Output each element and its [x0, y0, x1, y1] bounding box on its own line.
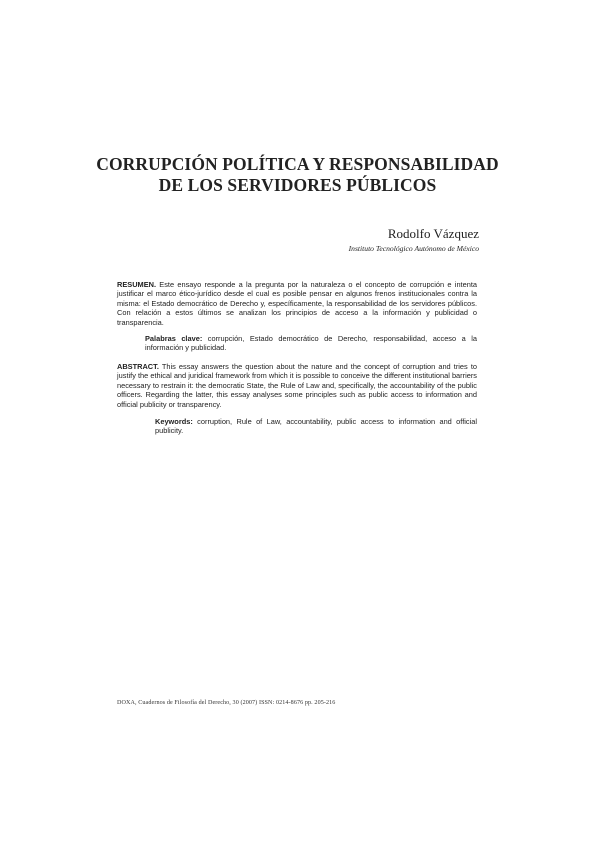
resumen-text: Este ensayo responde a la pregunta por la naturaleza o el concepto de corrupción e intenta justificar el marco ético-jurídico desde el cual es posible pensar en algunos frenos institucionales contra la misma: el Estado democrático de Derecho y, específicamente, la responsabilidad de los servidores públicos. Con relación a estos últimos se analizan los principios de acceso a la información y publicidad o transparencia. [117, 280, 477, 327]
keywords-paragraph [155, 417, 477, 436]
palabras-clave-label: Palabras clave: [145, 334, 203, 343]
resumen-paragraph [117, 280, 477, 327]
author-affiliation: Instituto Tecnológico Autónomo de México [348, 244, 479, 253]
palabras-clave-text: corrupción, Estado democrático de Derecho, responsabilidad, acceso a la información y publicidad. [145, 334, 477, 353]
title-line-2: DE LOS SERVIDORES PÚBLICOS [158, 175, 437, 195]
resumen-label: RESUMEN. [117, 280, 157, 289]
paper-title [80, 154, 515, 196]
palabras-clave-paragraph [145, 334, 477, 353]
title-line-1: CORRUPCIÓN POLÍTICA Y RESPONSABILIDAD [96, 154, 499, 174]
abstract-paragraph [117, 362, 477, 409]
keywords-label: Keywords: [155, 417, 193, 426]
abstract-text: This essay answers the question about the nature and the concept of corruption and tries to justify the ethical and juridical framework from which it is possible to conceive the different institutional barriers necessary to restrain it: the democratic State, the Rule of Law and, specifically, the accountability of the public officers. Regarding the latter, this essay analyses some principles such as public access to information and official publicity or transparency. [117, 362, 477, 409]
author-name: Rodolfo Vázquez [387, 226, 479, 241]
journal-footer: DOXA, Cuadernos de Filosofía del Derecho, 30 (2007) ISSN: 0214-8676 pp. 205-216 [117, 700, 336, 706]
keywords-text: corruption, Rule of Law, accountability, public access to information and official publicity. [155, 417, 477, 436]
abstract-label: ABSTRACT. [117, 362, 159, 371]
